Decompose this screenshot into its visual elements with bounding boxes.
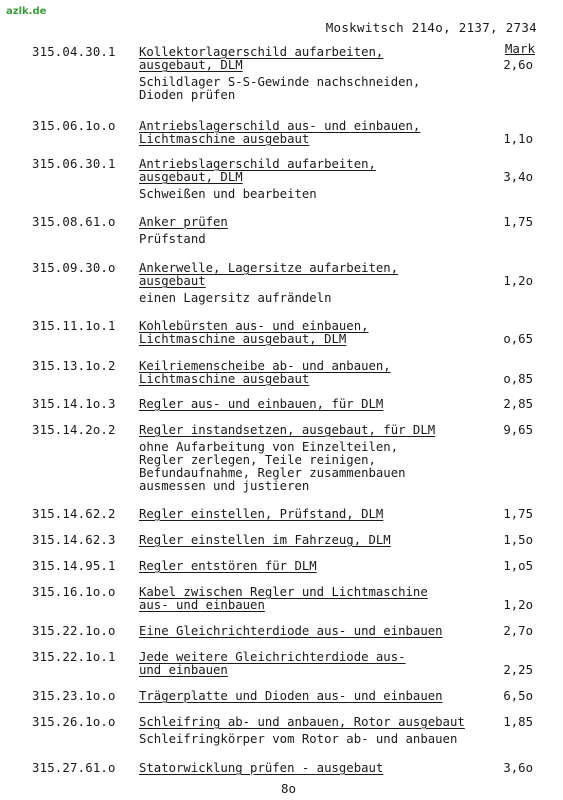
item-code: 315.16.1o.o bbox=[32, 585, 116, 599]
item-title-line: Regler einstellen, Prüfstand, DLM bbox=[139, 507, 384, 521]
item-title-line: Regler aus- und einbauen, für DLM bbox=[139, 397, 384, 411]
item-title-line: ausgebaut, DLM bbox=[139, 58, 243, 72]
item-code: 315.04.30.1 bbox=[32, 45, 116, 59]
item-price: 1,5o bbox=[503, 533, 533, 547]
item-price: 1,2o bbox=[503, 598, 533, 612]
item-code: 315.22.1o.1 bbox=[32, 650, 116, 664]
item-description bbox=[139, 651, 499, 677]
item-description bbox=[139, 262, 499, 305]
item-note-line: einen Lagersitz aufrändeln bbox=[139, 291, 332, 305]
item-title-line: Regler entstören für DLM bbox=[139, 559, 317, 573]
item-description bbox=[139, 560, 499, 573]
item-price: 1,75 bbox=[503, 215, 533, 229]
item-price: 2,25 bbox=[503, 663, 533, 677]
item-title-line: Schleifring ab- und anbauen, Rotor ausgebaut bbox=[139, 715, 465, 729]
item-description bbox=[139, 320, 499, 346]
item-title-line: ausgebaut bbox=[139, 274, 206, 288]
item-price: 9,65 bbox=[503, 423, 533, 437]
item-title-line: Ankerwelle, Lagersitze aufarbeiten, bbox=[139, 261, 399, 275]
item-price: 1,o5 bbox=[503, 559, 533, 573]
item-note-line: Prüfstand bbox=[139, 232, 206, 246]
item-title-line: Statorwicklung prüfen - ausgebaut bbox=[139, 761, 384, 775]
item-title-line: Antriebslagerschild aufarbeiten, bbox=[139, 157, 376, 171]
item-price: 2,7o bbox=[503, 624, 533, 638]
site-label: azlk.de bbox=[6, 6, 47, 17]
page-number: 8o bbox=[281, 781, 297, 796]
item-title-line: ausgebaut, DLM bbox=[139, 170, 243, 184]
document-header: Moskwitsch 214o, 2137, 2734 bbox=[325, 20, 537, 35]
item-title-line: Keilriemenscheibe ab- und anbauen, bbox=[139, 359, 391, 373]
price-column-heading: Mark bbox=[504, 41, 535, 56]
item-title-line: Lichtmaschine ausgebaut, DLM bbox=[139, 332, 347, 346]
item-description bbox=[139, 625, 499, 638]
item-note-line: Regler zerlegen, Teile reinigen, bbox=[139, 453, 376, 467]
item-description bbox=[139, 690, 499, 703]
item-title-line: Jede weitere Gleichrichterdiode aus- bbox=[139, 650, 406, 664]
item-note-line: Schleifringkörper vom Rotor ab- und anbauen bbox=[139, 732, 458, 746]
item-title-line: Eine Gleichrichterdiode aus- und einbauen bbox=[139, 624, 443, 638]
item-code: 315.23.1o.o bbox=[32, 689, 116, 703]
item-code: 315.27.61.o bbox=[32, 761, 116, 775]
item-price: 3,4o bbox=[503, 170, 533, 184]
item-code: 315.22.1o.o bbox=[32, 624, 116, 638]
item-description bbox=[139, 120, 499, 146]
item-price: 1,2o bbox=[503, 274, 533, 288]
item-price: o,85 bbox=[503, 372, 533, 386]
item-title-line: aus- und einbauen bbox=[139, 598, 265, 612]
item-title-line: Kollektorlagerschild aufarbeiten, bbox=[139, 45, 384, 59]
item-note-line: ausmessen und justieren bbox=[139, 479, 310, 493]
item-note-line: Befundaufnahme, Regler zusammenbauen bbox=[139, 466, 406, 480]
item-code: 315.09.30.o bbox=[32, 261, 116, 275]
item-title-line: Kohlebürsten aus- und einbauen, bbox=[139, 319, 369, 333]
item-price: 2,85 bbox=[503, 397, 533, 411]
item-description bbox=[139, 586, 499, 612]
item-title-line: und einbauen bbox=[139, 663, 228, 677]
item-code: 315.13.1o.2 bbox=[32, 359, 116, 373]
item-code: 315.14.62.2 bbox=[32, 507, 116, 521]
item-description bbox=[139, 158, 499, 201]
item-title-line: Lichtmaschine ausgebaut bbox=[139, 372, 310, 386]
item-note-line: Dioden prüfen bbox=[139, 88, 236, 102]
item-code: 315.11.1o.1 bbox=[32, 319, 116, 333]
item-description bbox=[139, 398, 499, 411]
item-code: 315.14.2o.2 bbox=[32, 423, 116, 437]
item-price: 6,5o bbox=[503, 689, 533, 703]
item-code: 315.14.1o.3 bbox=[32, 397, 116, 411]
item-title-line: Regler instandsetzen, ausgebaut, für DLM bbox=[139, 423, 436, 437]
item-price: o,65 bbox=[503, 332, 533, 346]
item-title-line: Lichtmaschine ausgebaut bbox=[139, 132, 310, 146]
item-title-line: Antriebslagerschild aus- und einbauen, bbox=[139, 119, 421, 133]
item-code: 315.14.95.1 bbox=[32, 559, 116, 573]
item-description bbox=[139, 424, 499, 493]
item-code: 315.14.62.3 bbox=[32, 533, 116, 547]
item-code: 315.08.61.o bbox=[32, 215, 116, 229]
item-description bbox=[139, 46, 499, 102]
item-title-line: Anker prüfen bbox=[139, 215, 228, 229]
item-description bbox=[139, 508, 499, 521]
item-description bbox=[139, 716, 499, 746]
item-price: 1,75 bbox=[503, 507, 533, 521]
item-note-line: Schildlager S-S-Gewinde nachschneiden, bbox=[139, 75, 421, 89]
item-price: 1,1o bbox=[503, 132, 533, 146]
item-description bbox=[139, 762, 499, 775]
item-title-line: Trägerplatte und Dioden aus- und einbauen bbox=[139, 689, 443, 703]
item-code: 315.06.30.1 bbox=[32, 157, 116, 171]
item-description bbox=[139, 216, 499, 246]
item-price: 3,6o bbox=[503, 761, 533, 775]
item-note-line: ohne Aufarbeitung von Einzelteilen, bbox=[139, 440, 399, 454]
item-title-line: Regler einstellen im Fahrzeug, DLM bbox=[139, 533, 391, 547]
item-code: 315.06.1o.o bbox=[32, 119, 116, 133]
item-price: 1,85 bbox=[503, 715, 533, 729]
item-title-line: Kabel zwischen Regler und Lichtmaschine bbox=[139, 585, 428, 599]
item-price: 2,6o bbox=[503, 58, 533, 72]
item-note-line: Schweißen und bearbeiten bbox=[139, 187, 317, 201]
item-description bbox=[139, 360, 499, 386]
item-description bbox=[139, 534, 499, 547]
item-code: 315.26.1o.o bbox=[32, 715, 116, 729]
